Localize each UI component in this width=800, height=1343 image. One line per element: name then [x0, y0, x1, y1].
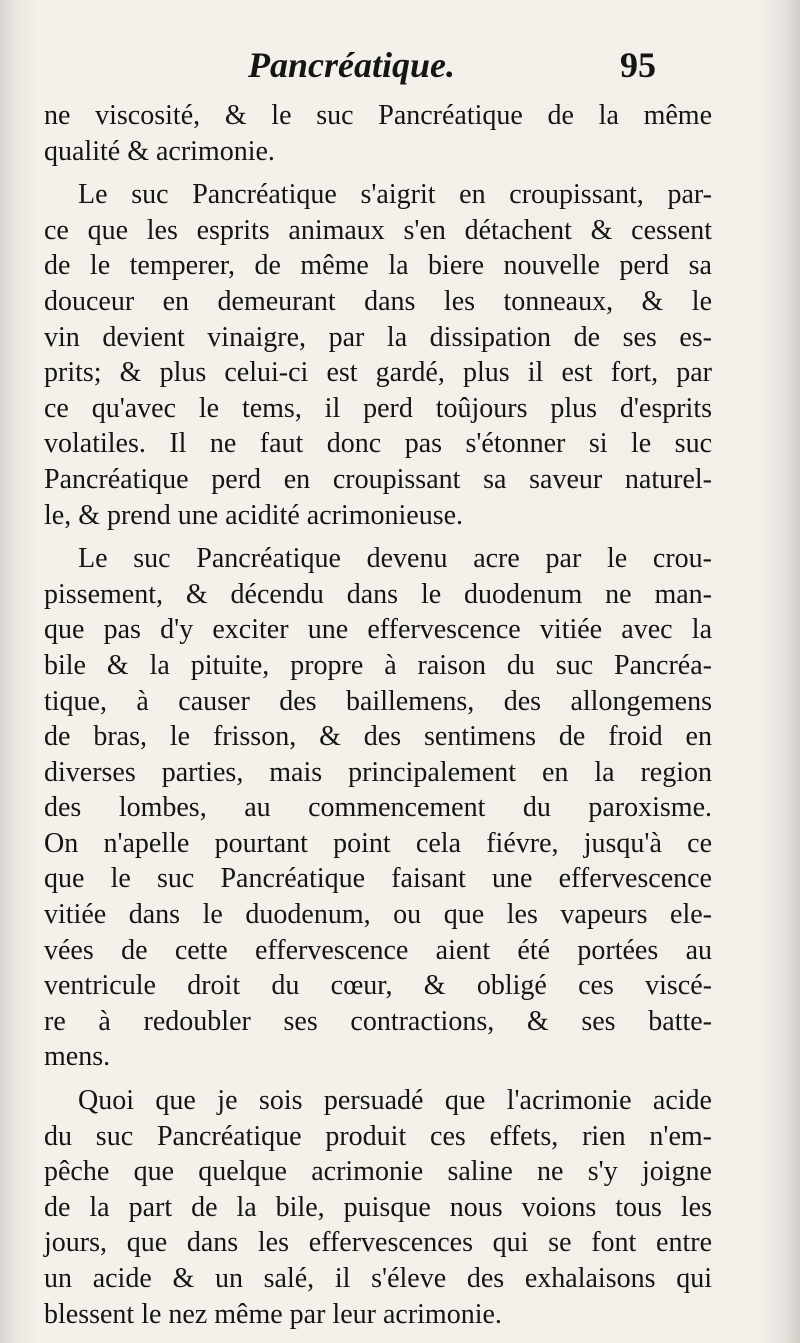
text-line: mens. — [44, 1041, 111, 1073]
text-line: blessent le nez même par leur acrimonie. — [44, 1298, 502, 1330]
text-line: On n'apelle pourtant point cela fiévre, jusqu'à ce — [44, 827, 712, 859]
text-line: Le suc Pancréatique s'aigrit en croupissant, par- — [78, 179, 712, 211]
text-line: des lombes, au commencement du paroxisme. — [44, 792, 712, 824]
text-line: de la part de la bile, puisque nous voions tous les — [44, 1191, 712, 1223]
text-line: un acide & un salé, il s'éleve des exhalaisons qui — [44, 1263, 712, 1294]
body-text — [44, 98, 712, 1340]
paragraph — [44, 1083, 712, 1332]
text-line: ne viscosité, & le suc Pancréatique de la même — [44, 100, 712, 131]
paragraph — [44, 177, 712, 533]
text-line: vin devient vinaigre, par la dissipation de ses es- — [44, 321, 712, 353]
running-head: Pancréatique. — [248, 45, 455, 85]
text-line: vitiée dans le duodenum, ou que les vapeurs ele- — [44, 899, 712, 931]
text-line: tique, à causer des baillemens, des allongemens — [44, 685, 712, 717]
text-line: jours, que dans les effervescences qui se font entre — [44, 1227, 712, 1259]
paragraph — [44, 98, 712, 169]
text-line: diverses parties, mais principalement en la region — [44, 756, 712, 788]
text-line: ce que les esprits animaux s'en détachent & cessent — [44, 214, 712, 246]
text-line: Pancréatique perd en croupissant sa saveur naturel- — [44, 463, 712, 495]
text-line: qualité & acrimonie. — [44, 135, 275, 167]
text-line: que pas d'y exciter une effervescence vitiée avec la — [44, 614, 712, 646]
text-line: Le suc Pancréatique devenu acre par le crou- — [78, 543, 712, 575]
text-line: le, & prend une acidité acrimonieuse. — [44, 499, 464, 531]
page-header — [0, 44, 800, 104]
text-line: re à redoubler ses contractions, & ses batte- — [44, 1005, 712, 1037]
text-line: pêche que quelque acrimonie saline ne s'y joigne — [44, 1156, 712, 1188]
text-line: vées de cette effervescence aient été portées au — [44, 934, 712, 966]
text-line: de le temperer, de même la biere nouvelle perd sa — [44, 250, 712, 282]
text-line: que le suc Pancréatique faisant une effervescence — [44, 863, 712, 895]
text-line: volatiles. Il ne faut donc pas s'étonner si le suc — [44, 428, 712, 460]
text-line: douceur en demeurant dans les tonneaux, & le — [44, 285, 712, 317]
text-line: du suc Pancréatique produit ces effets, rien n'em- — [44, 1120, 712, 1152]
page-number: 95 — [620, 45, 656, 85]
text-line: bile & la pituite, propre à raison du suc Pancréa- — [44, 649, 712, 681]
text-line: ce qu'avec le tems, il perd toûjours plus d'esprits — [44, 392, 712, 424]
paragraph — [44, 541, 712, 1075]
text-line: Quoi que je sois persuadé que l'acrimonie acide — [78, 1085, 712, 1117]
text-line: pissement, & décendu dans le duodenum ne man- — [44, 578, 712, 610]
text-line: ventricule droit du cœur, & obligé ces viscé- — [44, 970, 712, 1002]
text-line: prits; & plus celui-ci est gardé, plus il est fort, par — [44, 357, 712, 389]
text-line: de bras, le frisson, & des sentimens de froid en — [44, 721, 712, 753]
